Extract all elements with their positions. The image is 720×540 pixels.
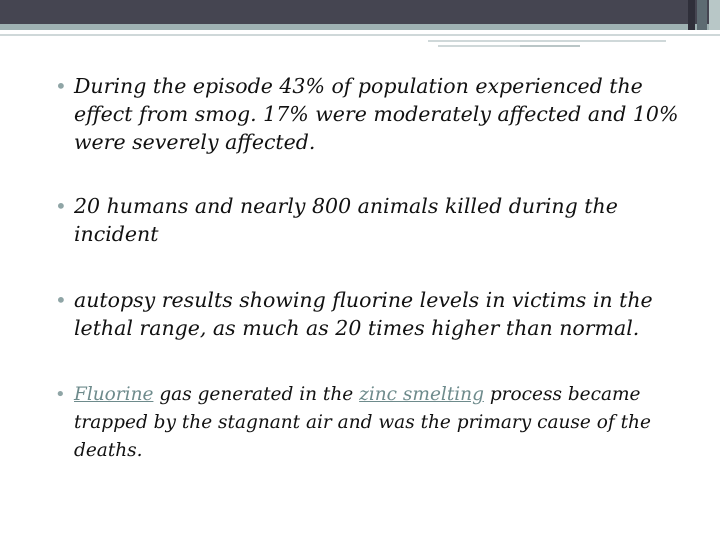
header-bar-accent bbox=[0, 24, 720, 30]
bullet-text: During the episode 43% of population experienced the effect from smog. 17% were moderately affected and 10% were severely affected. bbox=[74, 74, 679, 154]
zinc-smelting-link[interactable]: zinc smelting bbox=[359, 384, 484, 405]
bullet-text bbox=[74, 384, 651, 461]
header-block-mid bbox=[697, 0, 707, 30]
bullet-item bbox=[52, 192, 692, 248]
bullet-marker: • bbox=[55, 384, 66, 405]
header-block-dark bbox=[688, 0, 695, 30]
bullet-item bbox=[52, 72, 692, 156]
bullet-marker: • bbox=[55, 288, 67, 312]
bullet-text-part: gas generated in the bbox=[153, 384, 360, 405]
bullet-item bbox=[52, 381, 692, 465]
decorative-rule bbox=[428, 40, 666, 42]
decorative-rule bbox=[0, 34, 720, 36]
bullet-text-part: process became trapped by the stagnant air and was the primary cause of the deaths. bbox=[74, 384, 651, 461]
bullet-text: autopsy results showing fluorine levels in victims in the lethal range, as much as 20 times higher than normal. bbox=[74, 288, 653, 340]
fluorine-link[interactable]: Fluorine bbox=[74, 384, 154, 405]
bullet-marker: • bbox=[55, 74, 67, 98]
decorative-rule bbox=[520, 45, 580, 47]
slide-body bbox=[52, 72, 692, 465]
bullet-text: 20 humans and nearly 800 animals killed during the incident bbox=[74, 194, 618, 246]
bullet-item bbox=[52, 286, 692, 342]
bullet-marker: • bbox=[55, 194, 67, 218]
header-bar-main bbox=[0, 0, 720, 24]
header-bar bbox=[0, 0, 720, 30]
header-block-light bbox=[709, 0, 720, 30]
